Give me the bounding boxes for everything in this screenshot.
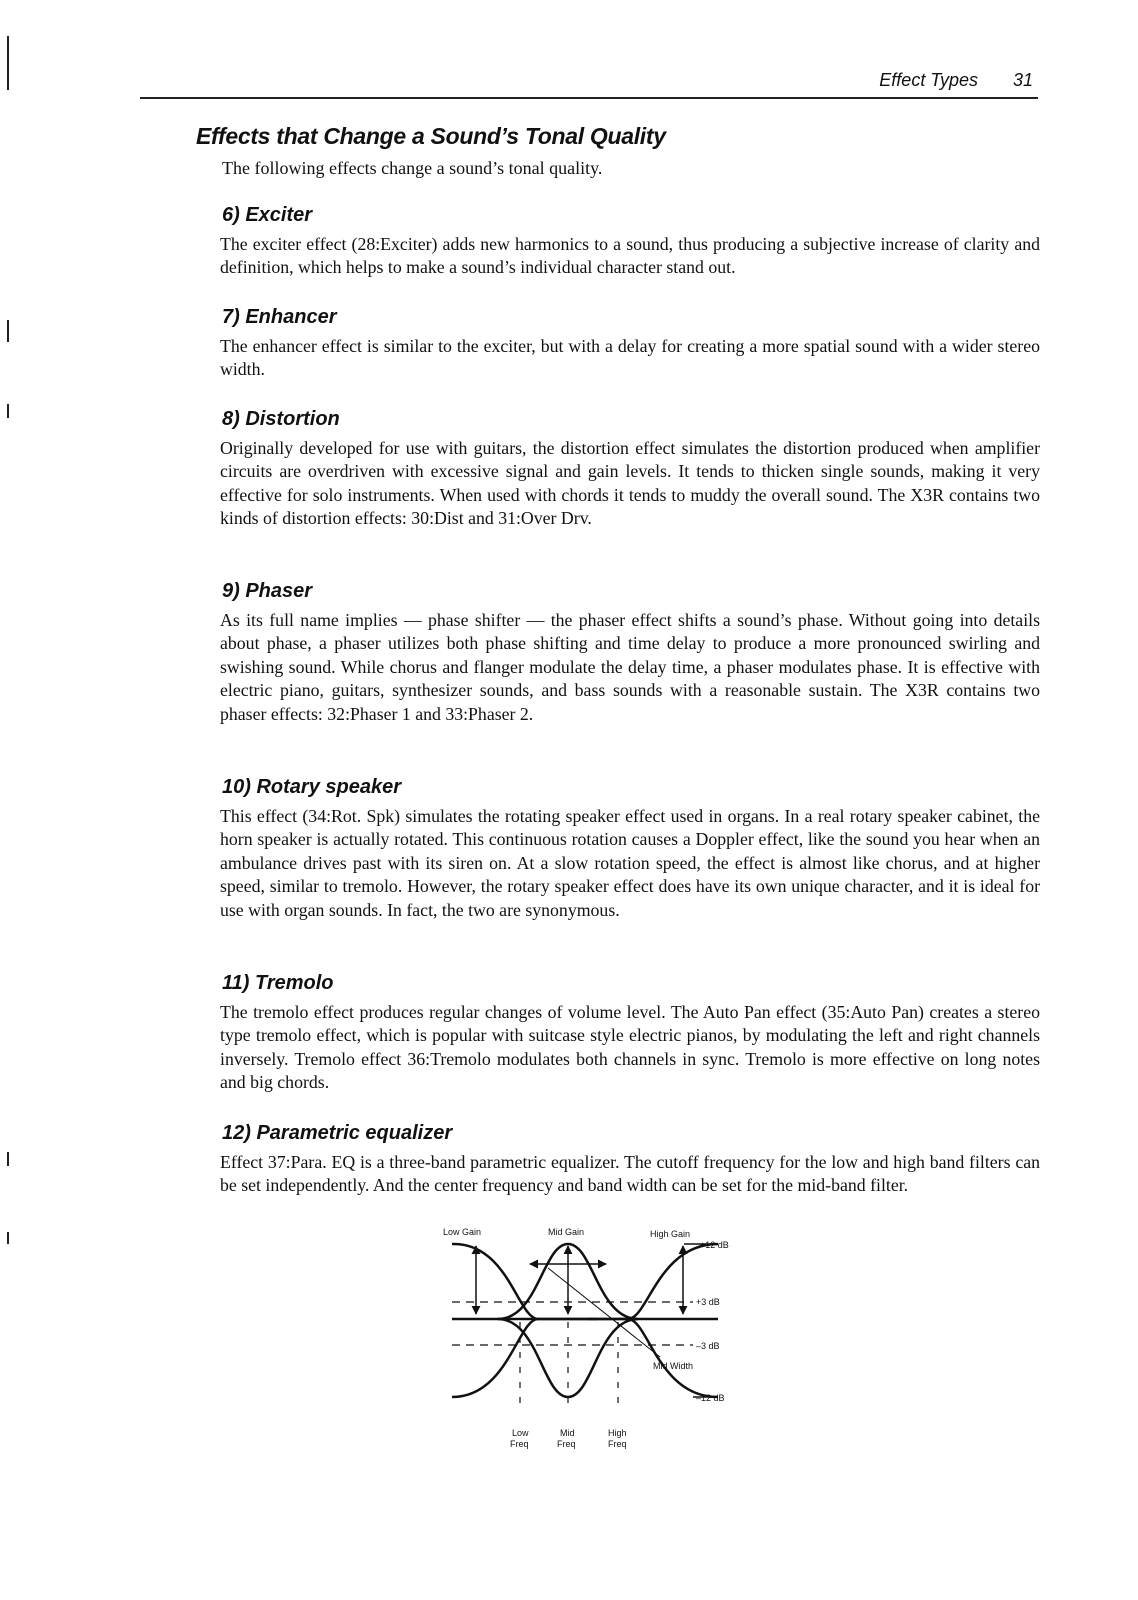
section-title: 8) Distortion: [222, 408, 340, 430]
mid-freq-label: Mid: [560, 1428, 575, 1438]
section-title: 10) Rotary speaker: [222, 776, 401, 798]
mid-freq-label-2: Freq: [557, 1439, 576, 1449]
section-body: The enhancer effect is similar to the exciter, but with a delay for creating a more spatial sound with a wider stereo width.: [220, 336, 1040, 380]
high-shelf-cut-curve: [628, 1319, 718, 1397]
section-title: 9) Phaser: [222, 580, 313, 602]
section-enhancer: [220, 306, 1040, 382]
high-shelf-boost-curve: [588, 1244, 718, 1319]
section-title: 12) Parametric equalizer: [222, 1122, 453, 1144]
minus3-label: –3 dB: [696, 1341, 720, 1351]
high-freq-label-2: Freq: [608, 1439, 627, 1449]
section-title: 11) Tremolo: [222, 972, 334, 994]
section-parametric-eq: [220, 1122, 1040, 1198]
section-phaser: [220, 580, 1040, 726]
section-distortion: [220, 408, 1040, 531]
section-body: The exciter effect (28:Exciter) adds new harmonics to a sound, thus producing a subjective increase of clarity and definition, which helps to make a sound’s individual character stand out.: [220, 234, 1040, 278]
section-title: 7) Enhancer: [222, 306, 337, 328]
low-shelf-cut-curve: [452, 1319, 538, 1397]
plus12-label: +12 dB: [700, 1240, 729, 1250]
section-body: Effect 37:Para. EQ is a three-band parametric equalizer. The cutoff frequency for the low and high band filters can be set independently. And the center frequency and band width can be set for the mid-band filter.: [220, 1152, 1040, 1196]
section-body: This effect (34:Rot. Spk) simulates the rotating speaker effect used in organs. In a real rotary speaker cabinet, the horn speaker is actually rotated. This continuous rotation causes a Doppler effect, like the sound you hear when an ambulance drives past with its siren on. At a slow rotation speed, the effect is almost like chorus, and at higher speed, similar to tremolo. However, the rotary speaker effect does have its own unique character, and it is ideal for use with organ sounds. In fact, the two are synonymous.: [220, 806, 1040, 920]
high-freq-label: High: [608, 1428, 627, 1438]
page-number: 31: [1012, 70, 1033, 90]
low-gain-label: Low Gain: [443, 1227, 482, 1237]
section-title: 6) Exciter: [222, 204, 313, 226]
high-gain-label: High Gain: [650, 1229, 691, 1239]
mid-width-label: Mid Width: [653, 1361, 694, 1371]
parametric-eq-diagram: [438, 1224, 748, 1464]
section-exciter: [220, 204, 1040, 280]
minus12-label: –12 dB: [696, 1393, 725, 1403]
section-body: The tremolo effect produces regular changes of volume level. The Auto Pan effect (35:Auto Pan) creates a stereo type tremolo effect, which is popular with suitcase style electric pianos, by modulating the left and right channels inversely. Tremolo effect 36:Tremolo modulates both channels in sync. Tremolo is more effective on long notes and big chords.: [220, 1002, 1040, 1093]
page-header: [140, 68, 1038, 98]
page-heading: Effects that Change a Sound’s Tonal Quality: [196, 123, 666, 149]
header-rule: [140, 97, 1038, 99]
low-shelf-boost-curve: [452, 1244, 598, 1319]
section-tremolo: [220, 972, 1040, 1095]
intro-text: The following effects change a sound’s tonal quality.: [222, 158, 603, 178]
low-freq-label-2: Freq: [510, 1439, 529, 1449]
section-body: As its full name implies — phase shifter — the phaser effect shifts a sound’s phase. Without going into details about phase, a phaser utilizes both phase shifting and time delay to produce a more pronounced swirling and swishing sound. While chorus and flanger modulate the delay time, a phaser modulates phase. It is effective with electric piano, guitars, synthesizer sounds, and bass sounds with a reasonable sustain. The X3R contains two phaser effects: 32:Phaser 1 and 33:Phaser 2.: [220, 610, 1040, 724]
header-title: Effect Types: [879, 70, 978, 90]
low-freq-label: Low: [512, 1428, 529, 1438]
mid-gain-label: Mid Gain: [548, 1227, 585, 1237]
plus3-label: +3 dB: [696, 1297, 720, 1307]
section-rotary-speaker: [220, 776, 1040, 922]
section-body: Originally developed for use with guitars, the distortion effect simulates the distortion produced when amplifier circuits are overdriven with excessive signal and gain levels. It tends to thicken single sounds, making it very effective for solo instruments. When used with chords it tends to muddy the overall sound. The X3R contains two kinds of distortion effects: 30:Dist and 31:Over Drv.: [220, 438, 1040, 529]
